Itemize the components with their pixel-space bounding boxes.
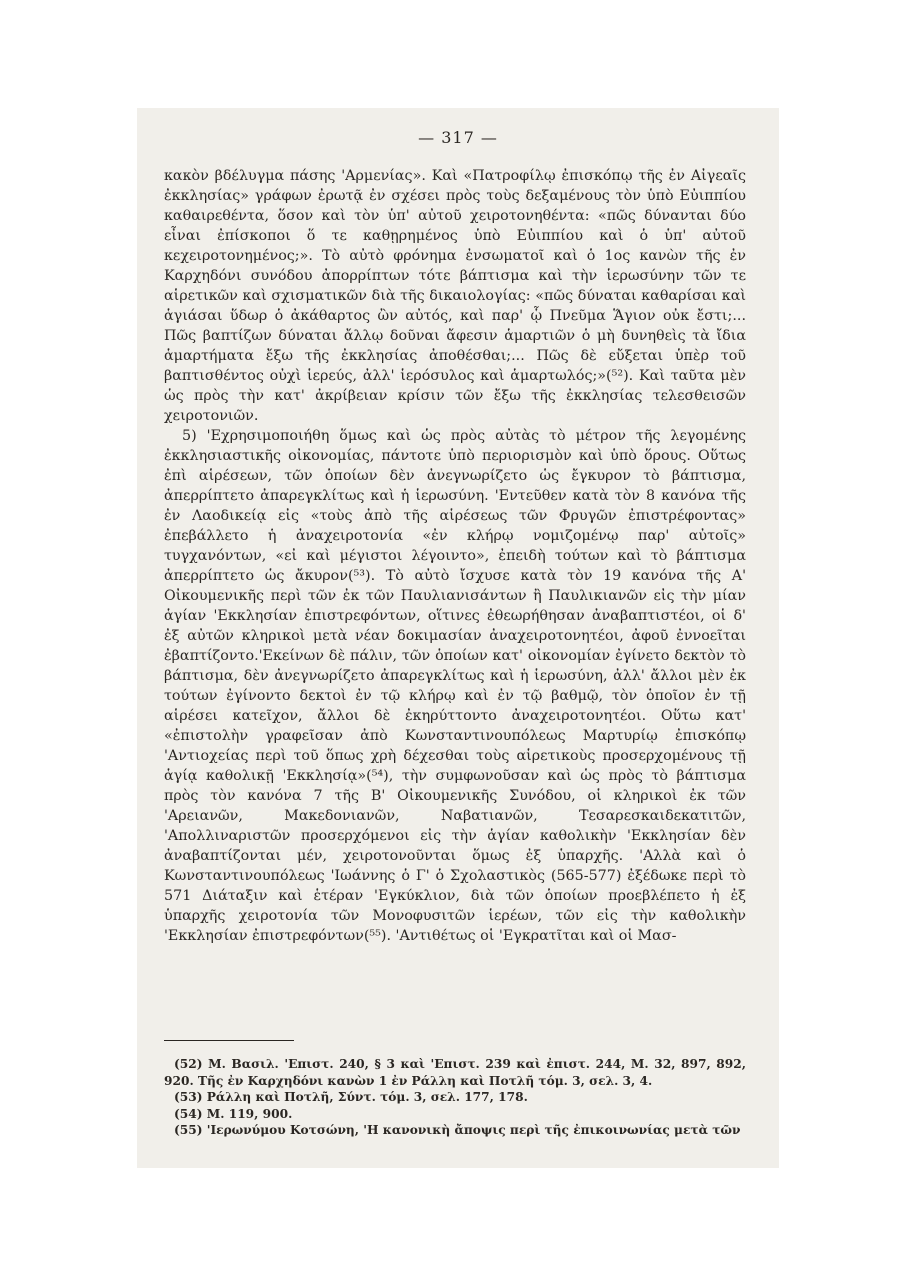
page-number: — 317 —	[418, 128, 498, 147]
paragraph: 5) 'Εχρησιμοποιήθη ὅμως καὶ ὡς πρὸς αὐτὰς τὸ μέτρον τῆς λεγομένης ἐκκλησιαστικῆς οἰκονομίας, πάντοτε ὑπὸ περιορισμὸν καὶ ὑπὸ ὅρους. Οὕτως ἐπὶ αἱρέσεων, τῶν ὁποίων δὲν ἀνεγνωρίζετο ὡς ἔγκυρον τὸ βάπτισμα, ἀπερρίπτετο ἀπαρεγκλίτως καὶ ἡ ἱερωσύνη. 'Εντεῦθεν κατὰ τὸν 8 κανόνα τῆς ἐν Λαοδικείᾳ εἰς «τοὺς ἀπὸ τῆς αἱρέσεως τῶν Φρυγῶν ἐπιστρέφοντας» ἐπεβάλλετο ἡ ἀναχειροτονία «ἐν κλήρῳ νομιζομένῳ παρ' αὐτοῖς» τυγχανόντων, «εἰ καὶ μέγιστοι λέγοιντο», ἐπειδὴ τούτων καὶ τὸ βάπτισμα ἀπερρίπτετο ὡς ἄκυρον(⁵³). Τὸ αὐτὸ ἴσχυσε κατὰ τὸν 19 κανόνα τῆς Α' Οἰκουμενικῆς περὶ τῶν ἐκ τῶν Παυλιανισάντων ἢ Παυλικιανῶν εἰς τὴν μίαν ἁγίαν 'Εκκλησίαν ἐπιστρεφόντων, οἵτινες ἐθεωρήθησαν ἀναβαπτιστέοι, οἱ δ' ἐξ αὐτῶν κληρικοὶ μετὰ νέαν δοκιμασίαν ἀναχειροτονητέοι, ἀφοῦ ἐννοεῖται ἐβαπτίζοντο.'Εκείνων δὲ πάλιν, τῶν ὁποίων κατ' οἰκονομίαν ἐγίνετο δεκτὸν τὸ βάπτισμα, δὲν ἀνεγνωρίζετο ἀπαρεγκλίτως καὶ ἡ ἱερωσύνη, ἀλλ' ἄλλοι μὲν ἐκ τούτων ἐγίνοντο δεκτοὶ ἐν τῷ κλήρῳ καὶ ἐν τῷ βαθμῷ, τὸν ὁποῖον ἐν τῇ αἱρέσει κατεῖχον, ἄλλοι δὲ ἐκηρύττοντο ἀναχειροτονητέοι. Οὕτω κατ' «ἐπιστολὴν γραφεῖσαν ἀπὸ Κωνσταντινουπόλεως Μαρτυρίῳ ἐπισκόπῳ 'Αντιοχείας περὶ τοῦ ὅπως χρὴ δέχεσθαι τοὺς αἱρετικοὺς προσερχομένους τῇ ἁγίᾳ καθολικῇ 'Εκκλησίᾳ»(⁵⁴), τὴν συμφωνοῦσαν καὶ ὡς πρὸς τὸ βάπτισμα πρὸς τὸν κανόνα 7 τῆς Β' Οἰκουμενικῆς Συνόδου, οἱ κληρικοὶ ἐκ τῶν 'Αρειανῶν, Μακεδονιανῶν, Ναβατιανῶν, Τεσαρεσκαιδεκατιτῶν, 'Απολλιναριστῶν προσερχόμενοι εἰς τὴν ἁγίαν καθολικὴν 'Εκκλησίαν δὲν ἀναβαπτίζονται μέν, χειροτονοῦνται ὅμως ἐξ ὑπαρχῆς. 'Αλλὰ καὶ ὁ Κωνσταντινουπόλεως 'Ιωάννης ὁ Γ' ὁ Σχολαστικὸς (565-577) ἐξέδωκε περὶ τὸ 571 Διάταξιν καὶ ἑτέραν 'Εγκύκλιον, διὰ τῶν ὁποίων προεβλέπετο ἡ ἐξ ὑπαρχῆς χειροτονία τῶν Μονοφυσιτῶν ἱερέων, τῶν εἰς τὴν καθολικὴν 'Εκκλησίαν ἐπιστρεφόντων(⁵⁵). 'Αντιθέτως οἱ 'Εγκρατῖται καὶ οἱ Μασ-	[164, 428, 746, 944]
footnote: (52) Μ. Βασιλ. 'Επιστ. 240, § 3 καὶ 'Επιστ. 239 καὶ ἐπιστ. 244, Μ. 32, 897, 892, 920. Τῆς ἐν Καρχηδόνι κανὼν 1 ἐν Ράλλη καὶ Ποτλῆ τόμ. 3, σελ. 3, 4.	[164, 1057, 746, 1088]
footnote: (53) Ράλλη καὶ Ποτλῆ, Σύντ. τόμ. 3, σελ. 177, 178.	[174, 1090, 528, 1104]
main-text	[164, 166, 746, 946]
footnote-divider	[164, 1040, 294, 1041]
paragraph: κακὸν βδέλυγμα πάσης 'Αρμενίας». Καὶ «Πατροφίλῳ ἐπισκόπῳ τῆς ἐν Αἰγεαῖς ἐκκλησίας» γράφων ἐρωτᾷ ἐν σχέσει πρὸς τοὺς δεξαμένους τὸν ὑπὸ Εὐιππίου καθαιρεθέντα, ὅσον καὶ τὸν ὑπ' αὐτοῦ χειροτονηθέντα: «πῶς δύνανται δύο εἶναι ἐπίσκοποι ὅ τε καθῃρημένος ὑπὸ Εὐιππίου καὶ ὁ ὑπ' αὐτοῦ κεχειροτονημένος;». Τὸ αὐτὸ φρόνημα ἐνσωματοῖ καὶ ὁ 1ος κανὼν τῆς ἐν Καρχηδόνι συνόδου ἀπορρίπτων τότε βάπτισμα καὶ τὴν ἱερωσύνην τῶν τε αἱρετικῶν καὶ σχισματικῶν διὰ τῆς δικαιολογίας: «πῶς δύναται καθαρίσαι καὶ ἁγιάσαι ὕδωρ ὁ ἀκάθαρτος ὢν αὐτός, καὶ παρ' ᾧ Πνεῦμα Ἅγιον οὐκ ἔστι;... Πῶς βαπτίζων δύναται ἄλλῳ δοῦναι ἄφεσιν ἁμαρτιῶν ὁ μὴ δυνηθεὶς τὰ ἴδια ἁμαρτήματα ἔξω τῆς ἐκκλησίας ἀποθέσθαι;... Πῶς δὲ εὔξεται ὑπὲρ τοῦ βαπτισθέντος οὐχὶ ἱερεύς, ἀλλ' ἱερόσυλος καὶ ἁμαρτωλός;»(⁵²). Καὶ ταῦτα μὲν ὡς πρὸς τὴν κατ' ἀκρίβειαν κρίσιν τῶν ἔξω τῆς ἐκκλησίας τελεσθεισῶν χειροτονιῶν.	[164, 168, 746, 424]
footnotes	[164, 1056, 746, 1139]
footnote: (55) 'Ιερωνύμου Κοτσώνη, 'Η κανονικὴ ἄποψις περὶ τῆς ἐπικοινωνίας μετὰ τῶν	[174, 1123, 741, 1137]
footnote: (54) Μ. 119, 900.	[174, 1106, 293, 1121]
